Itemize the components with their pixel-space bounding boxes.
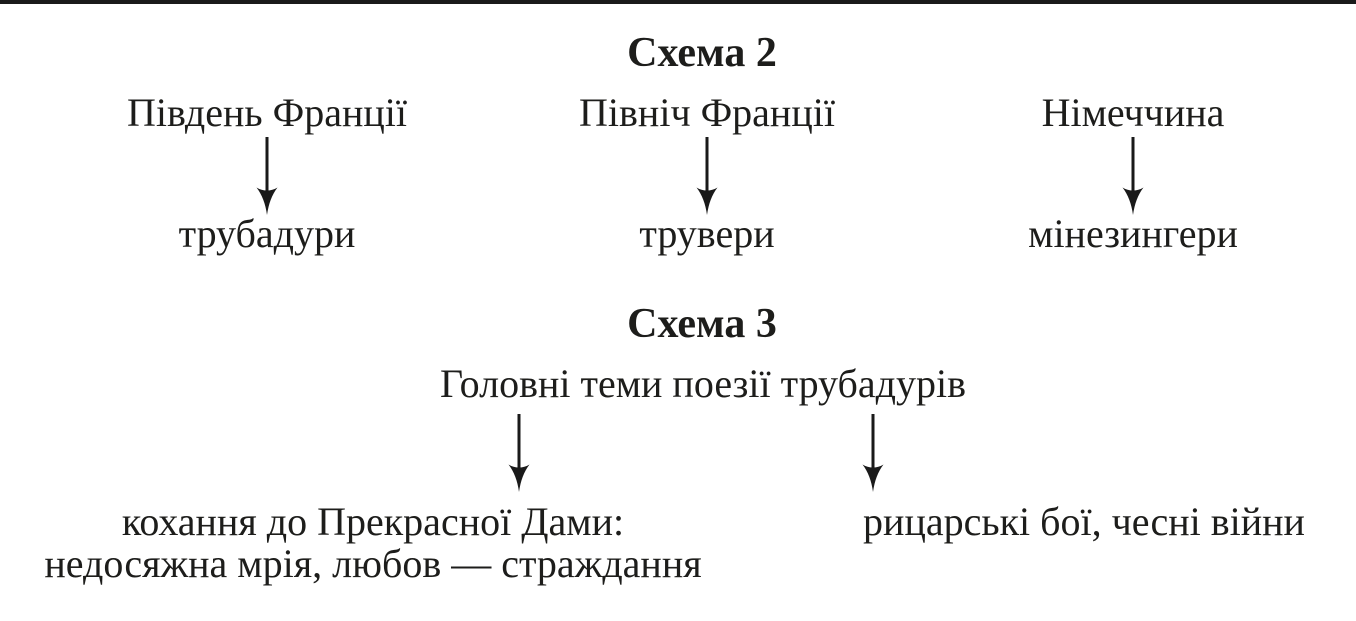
poets-label-trouveres: трувери [639,211,775,256]
down-arrow-icon [506,414,532,492]
region-label-south-france: Південь Франції [126,90,408,135]
branch-battles-label [863,501,1305,543]
poets-label-minnesingers: мінезингери [1028,211,1238,256]
schema2-title: Схема 2 [627,30,777,76]
down-arrow-icon [860,414,886,492]
branch-love-line-2: недосяжна мрія, любов — страждання [44,541,702,586]
schema3-title: Схема 3 [627,301,777,347]
down-arrow-icon [1120,137,1146,215]
schema3-root-label: Головні теми поезії трубадурів [440,361,966,406]
region-label-germany: Німеччина [1041,90,1225,135]
top-divider-line [0,0,1356,4]
poets-label-troubadours: трубадури [178,211,356,256]
branch-love-line-1: кохання до Прекрасної Дами: [121,499,625,544]
branch-love-label [44,501,701,585]
branch-battles-line-1: рицарські бої, чесні війни [863,499,1305,544]
down-arrow-icon [254,137,280,215]
region-label-north-france: Північ Франції [579,90,835,135]
down-arrow-icon [694,137,720,215]
